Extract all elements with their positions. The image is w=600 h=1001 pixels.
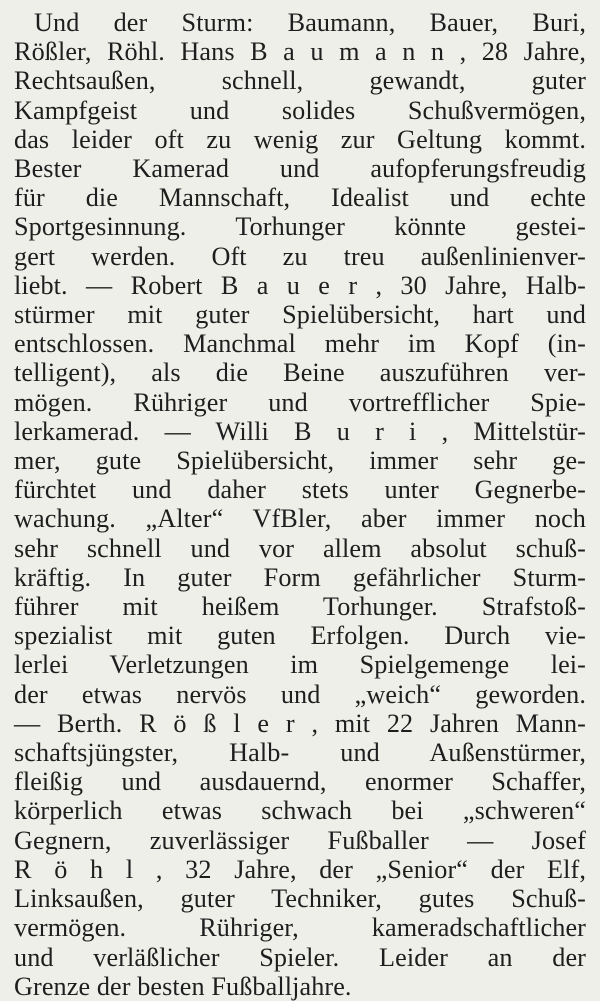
text-line: kräftig. In guter Form gefährlicher Sturm- bbox=[14, 562, 586, 592]
text-line: wachung. „Alter“ VfBler, aber immer noch bbox=[14, 504, 586, 534]
text-line: der etwas nervös und „weich“ geworden. bbox=[14, 679, 586, 709]
text-line: telligent), als die Beine auszuführen ver- bbox=[14, 358, 586, 388]
text-line: Linksaußen, guter Techniker, gutes Schuß- bbox=[14, 884, 586, 914]
text-line: spezialist mit guten Erfolgen. Durch vie- bbox=[14, 621, 586, 651]
text-line: und verläßlicher Spieler. Leider an der bbox=[14, 942, 586, 972]
text-line: das leider oft zu wenig zur Geltung kommt. bbox=[14, 124, 586, 154]
text-line: führer mit heißem Torhunger. Strafstoß- bbox=[14, 592, 586, 622]
text-line: Gegnern, zuverlässiger Fußballer — Josef bbox=[14, 825, 586, 855]
text-line: fürchtet und daher stets unter Gegnerbe- bbox=[14, 475, 586, 505]
text-line: Und der Sturm: Baumann, Bauer, Buri, bbox=[34, 8, 586, 37]
text-line: stürmer mit guter Spielübersicht, hart und bbox=[14, 300, 586, 330]
text-line: lerlei Verletzungen im Spielgemenge lei- bbox=[14, 650, 586, 680]
text-line: liebt. — Robert B a u e r , 30 Jahre, Halb- bbox=[14, 270, 586, 300]
text-line: gert werden. Oft zu treu außenlinienver- bbox=[14, 241, 586, 271]
text-line: sehr schnell und vor allem absolut schuß- bbox=[14, 533, 586, 563]
text-line: mögen. Rühriger und vortrefflicher Spie- bbox=[14, 387, 586, 417]
text-line: vermögen. Rühriger, kameradschaftlicher bbox=[14, 913, 586, 943]
text-line: Sportgesinnung. Torhunger könnte gestei- bbox=[14, 212, 586, 242]
text-line: lerkamerad. — Willi B u r i , Mittelstür- bbox=[14, 416, 586, 446]
text-line: entschlossen. Manchmal mehr im Kopf (in- bbox=[14, 329, 586, 359]
text-line: für die Mannschaft, Idealist und echte bbox=[14, 183, 586, 213]
text-line: — Berth. R ö ß l e r , mit 22 Jahren Mann- bbox=[14, 708, 586, 738]
text-line: fleißig und ausdauernd, enormer Schaffer, bbox=[14, 767, 586, 797]
text-line: Kampfgeist und solides Schußvermögen, bbox=[14, 95, 586, 125]
text-line: mer, gute Spielübersicht, immer sehr ge- bbox=[14, 446, 586, 476]
text-line: Grenze der besten Fußballjahre. bbox=[14, 971, 352, 1001]
text-line: Rößler, Röhl. Hans B a u m a n n , 28 Jahre, bbox=[14, 37, 586, 67]
text-line: Rechtsaußen, schnell, gewandt, guter bbox=[14, 66, 586, 96]
article-paragraph bbox=[14, 8, 586, 1001]
text-line: R ö h l , 32 Jahre, der „Senior“ der Elf, bbox=[14, 854, 586, 884]
text-line: körperlich etwas schwach bei „schweren“ bbox=[14, 796, 586, 826]
text-line: schaftsjüngster, Halb- und Außenstürmer, bbox=[14, 738, 586, 768]
text-line: Bester Kamerad und aufopferungsfreudig bbox=[14, 154, 586, 184]
